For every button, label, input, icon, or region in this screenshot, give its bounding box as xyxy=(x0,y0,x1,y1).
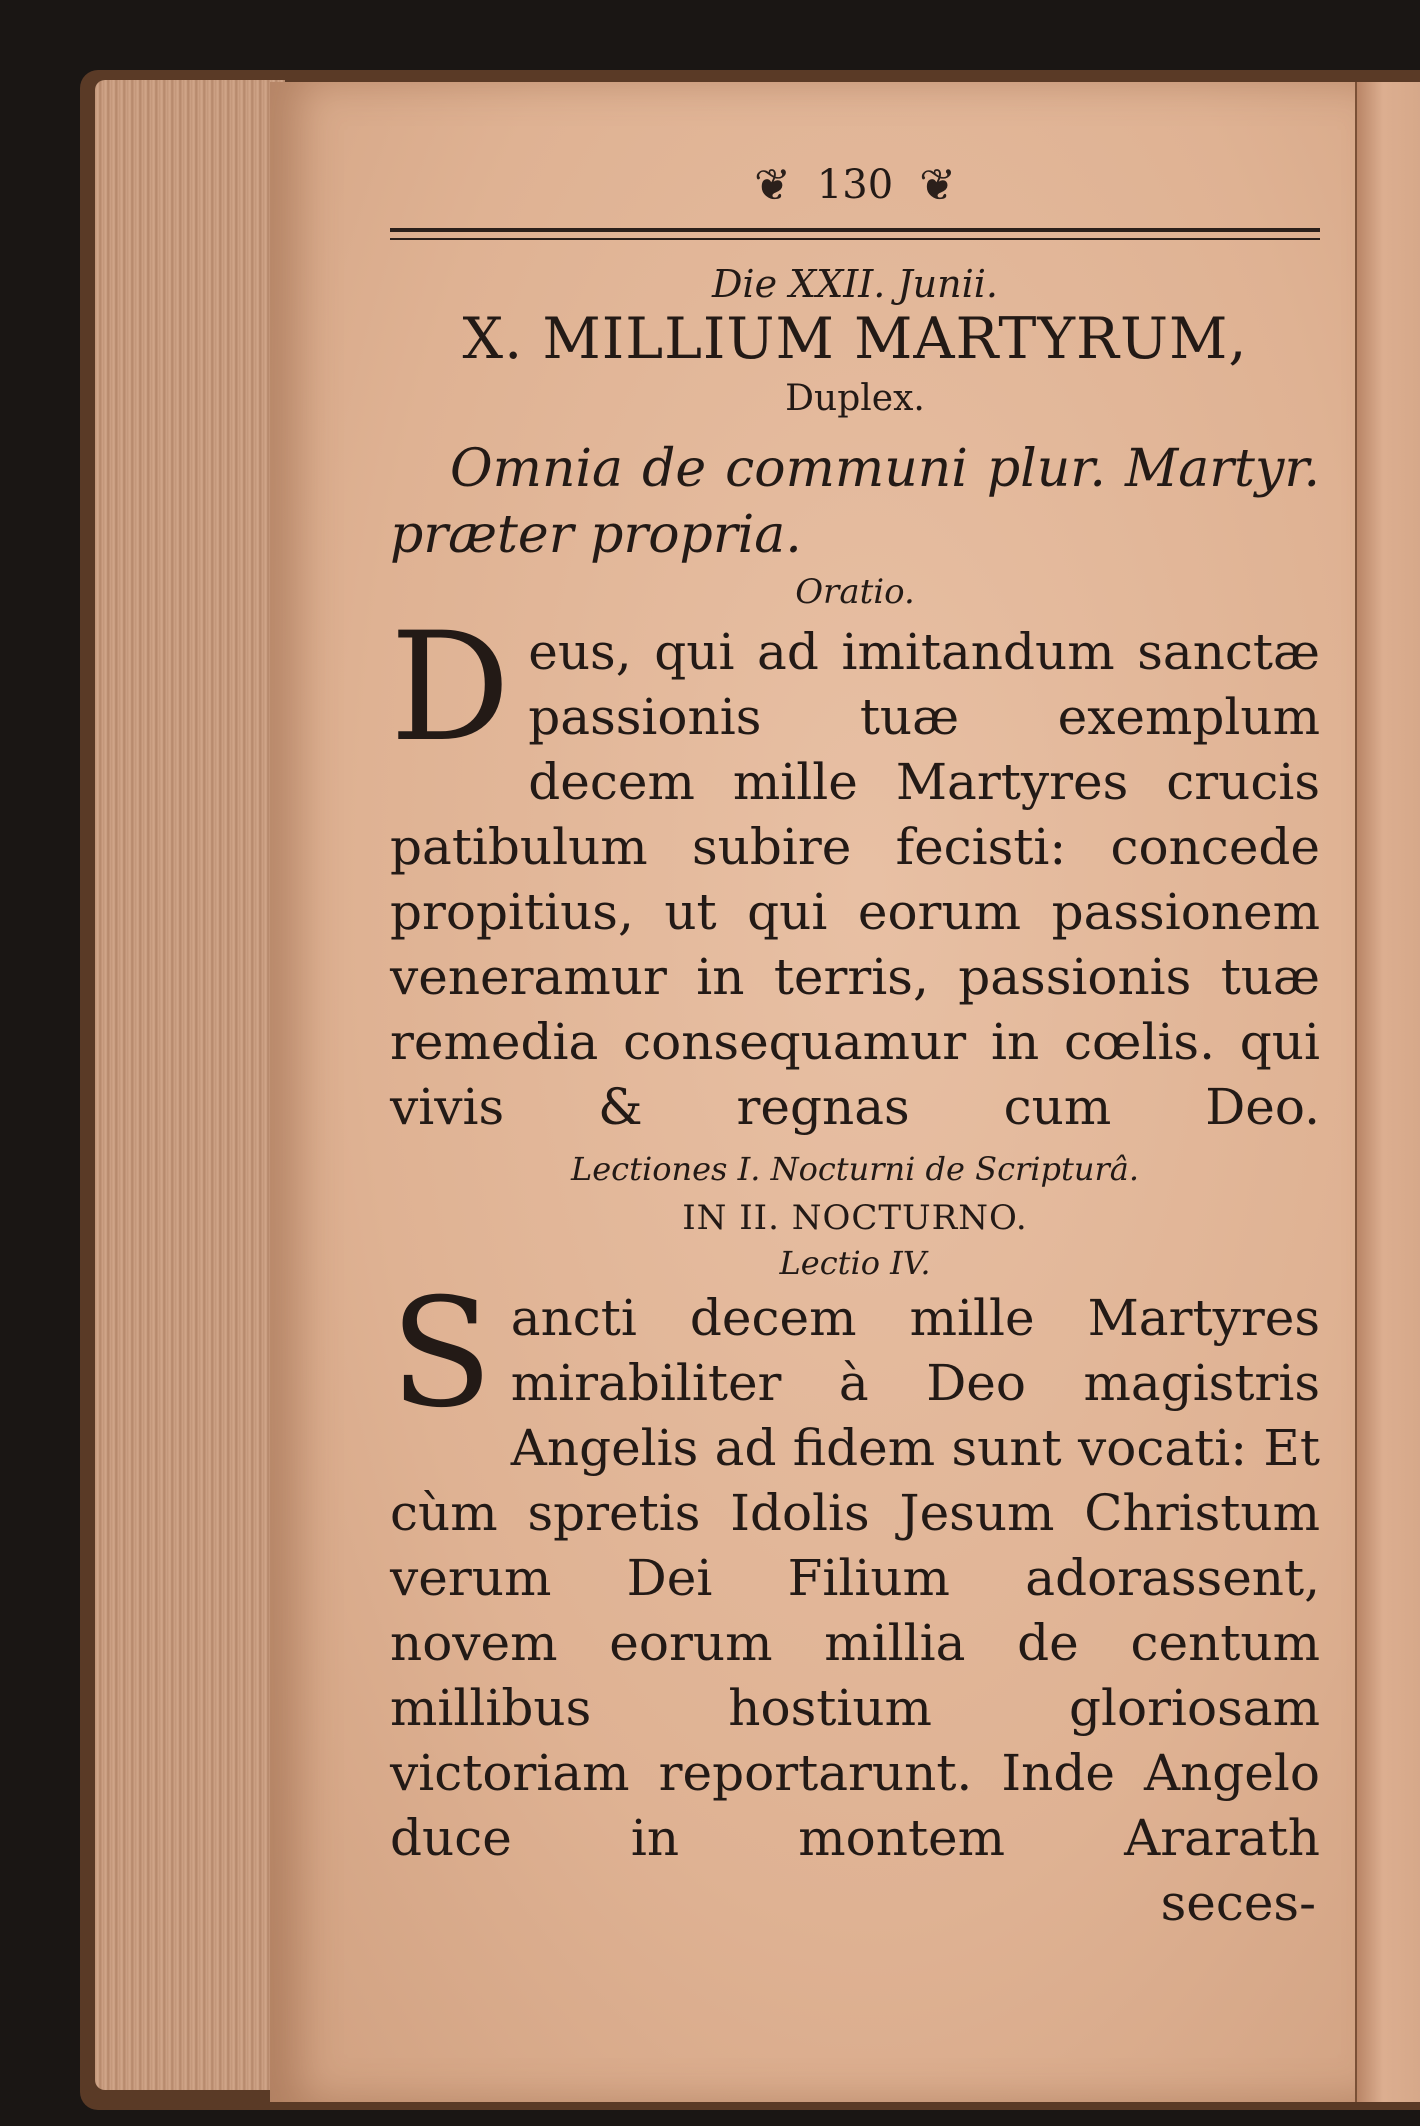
page-number: 130 xyxy=(816,162,894,208)
header-rule xyxy=(390,228,1320,240)
date-line: Die XXII. Junii. xyxy=(711,262,999,306)
page-text xyxy=(390,150,1320,1936)
feast-rank: Duplex. xyxy=(785,378,925,419)
oratio-heading: Oratio. xyxy=(795,572,915,612)
oratio-text: eus, qui ad imitandum sanctæ passionis tuæ exemplum decem mille Martyres crucis patibulum subire fecisti: concede propitius, ut qui eorum passionem veneramur in terris, passionis tuæ remedia consequamur in cœlis. qui vivis & regnas cum Deo. xyxy=(390,623,1320,1136)
lectio-initial: S xyxy=(390,1267,493,1441)
nocturn-heading: IN II. NOCTURNO. xyxy=(682,1198,1028,1238)
fleuron-right-icon: ❦ xyxy=(919,159,957,211)
lectio-heading: Lectio IV. xyxy=(779,1244,931,1282)
lectio-paragraph xyxy=(390,1267,1320,1871)
page-edges xyxy=(95,80,285,2090)
catchword: seces- xyxy=(1160,1874,1316,1932)
rubric: Omnia de communi plur. Martyr. præter propria. xyxy=(390,439,1320,565)
feast-title: X. MILLIUM MARTYRUM, xyxy=(462,306,1248,372)
fleuron-left-icon: ❦ xyxy=(753,159,791,211)
oratio-paragraph xyxy=(390,601,1320,1140)
page-header xyxy=(390,150,1320,220)
oratio-initial: D xyxy=(390,601,511,775)
lectio-text: ancti decem mille Martyres mirabiliter à Deo magistris Angelis ad fidem sunt vocati: Et cùm spretis Idolis Jesum Christum verum Dei Filium adorassent, novem eorum millia de centum millibus hostium gloriosam victoriam reportarunt. Inde Angelo duce in montem Ararath xyxy=(390,1289,1320,1867)
lectiones-note: Lectiones I. Nocturni de Scripturâ. xyxy=(570,1150,1140,1188)
facing-page-edge xyxy=(1355,82,1420,2102)
